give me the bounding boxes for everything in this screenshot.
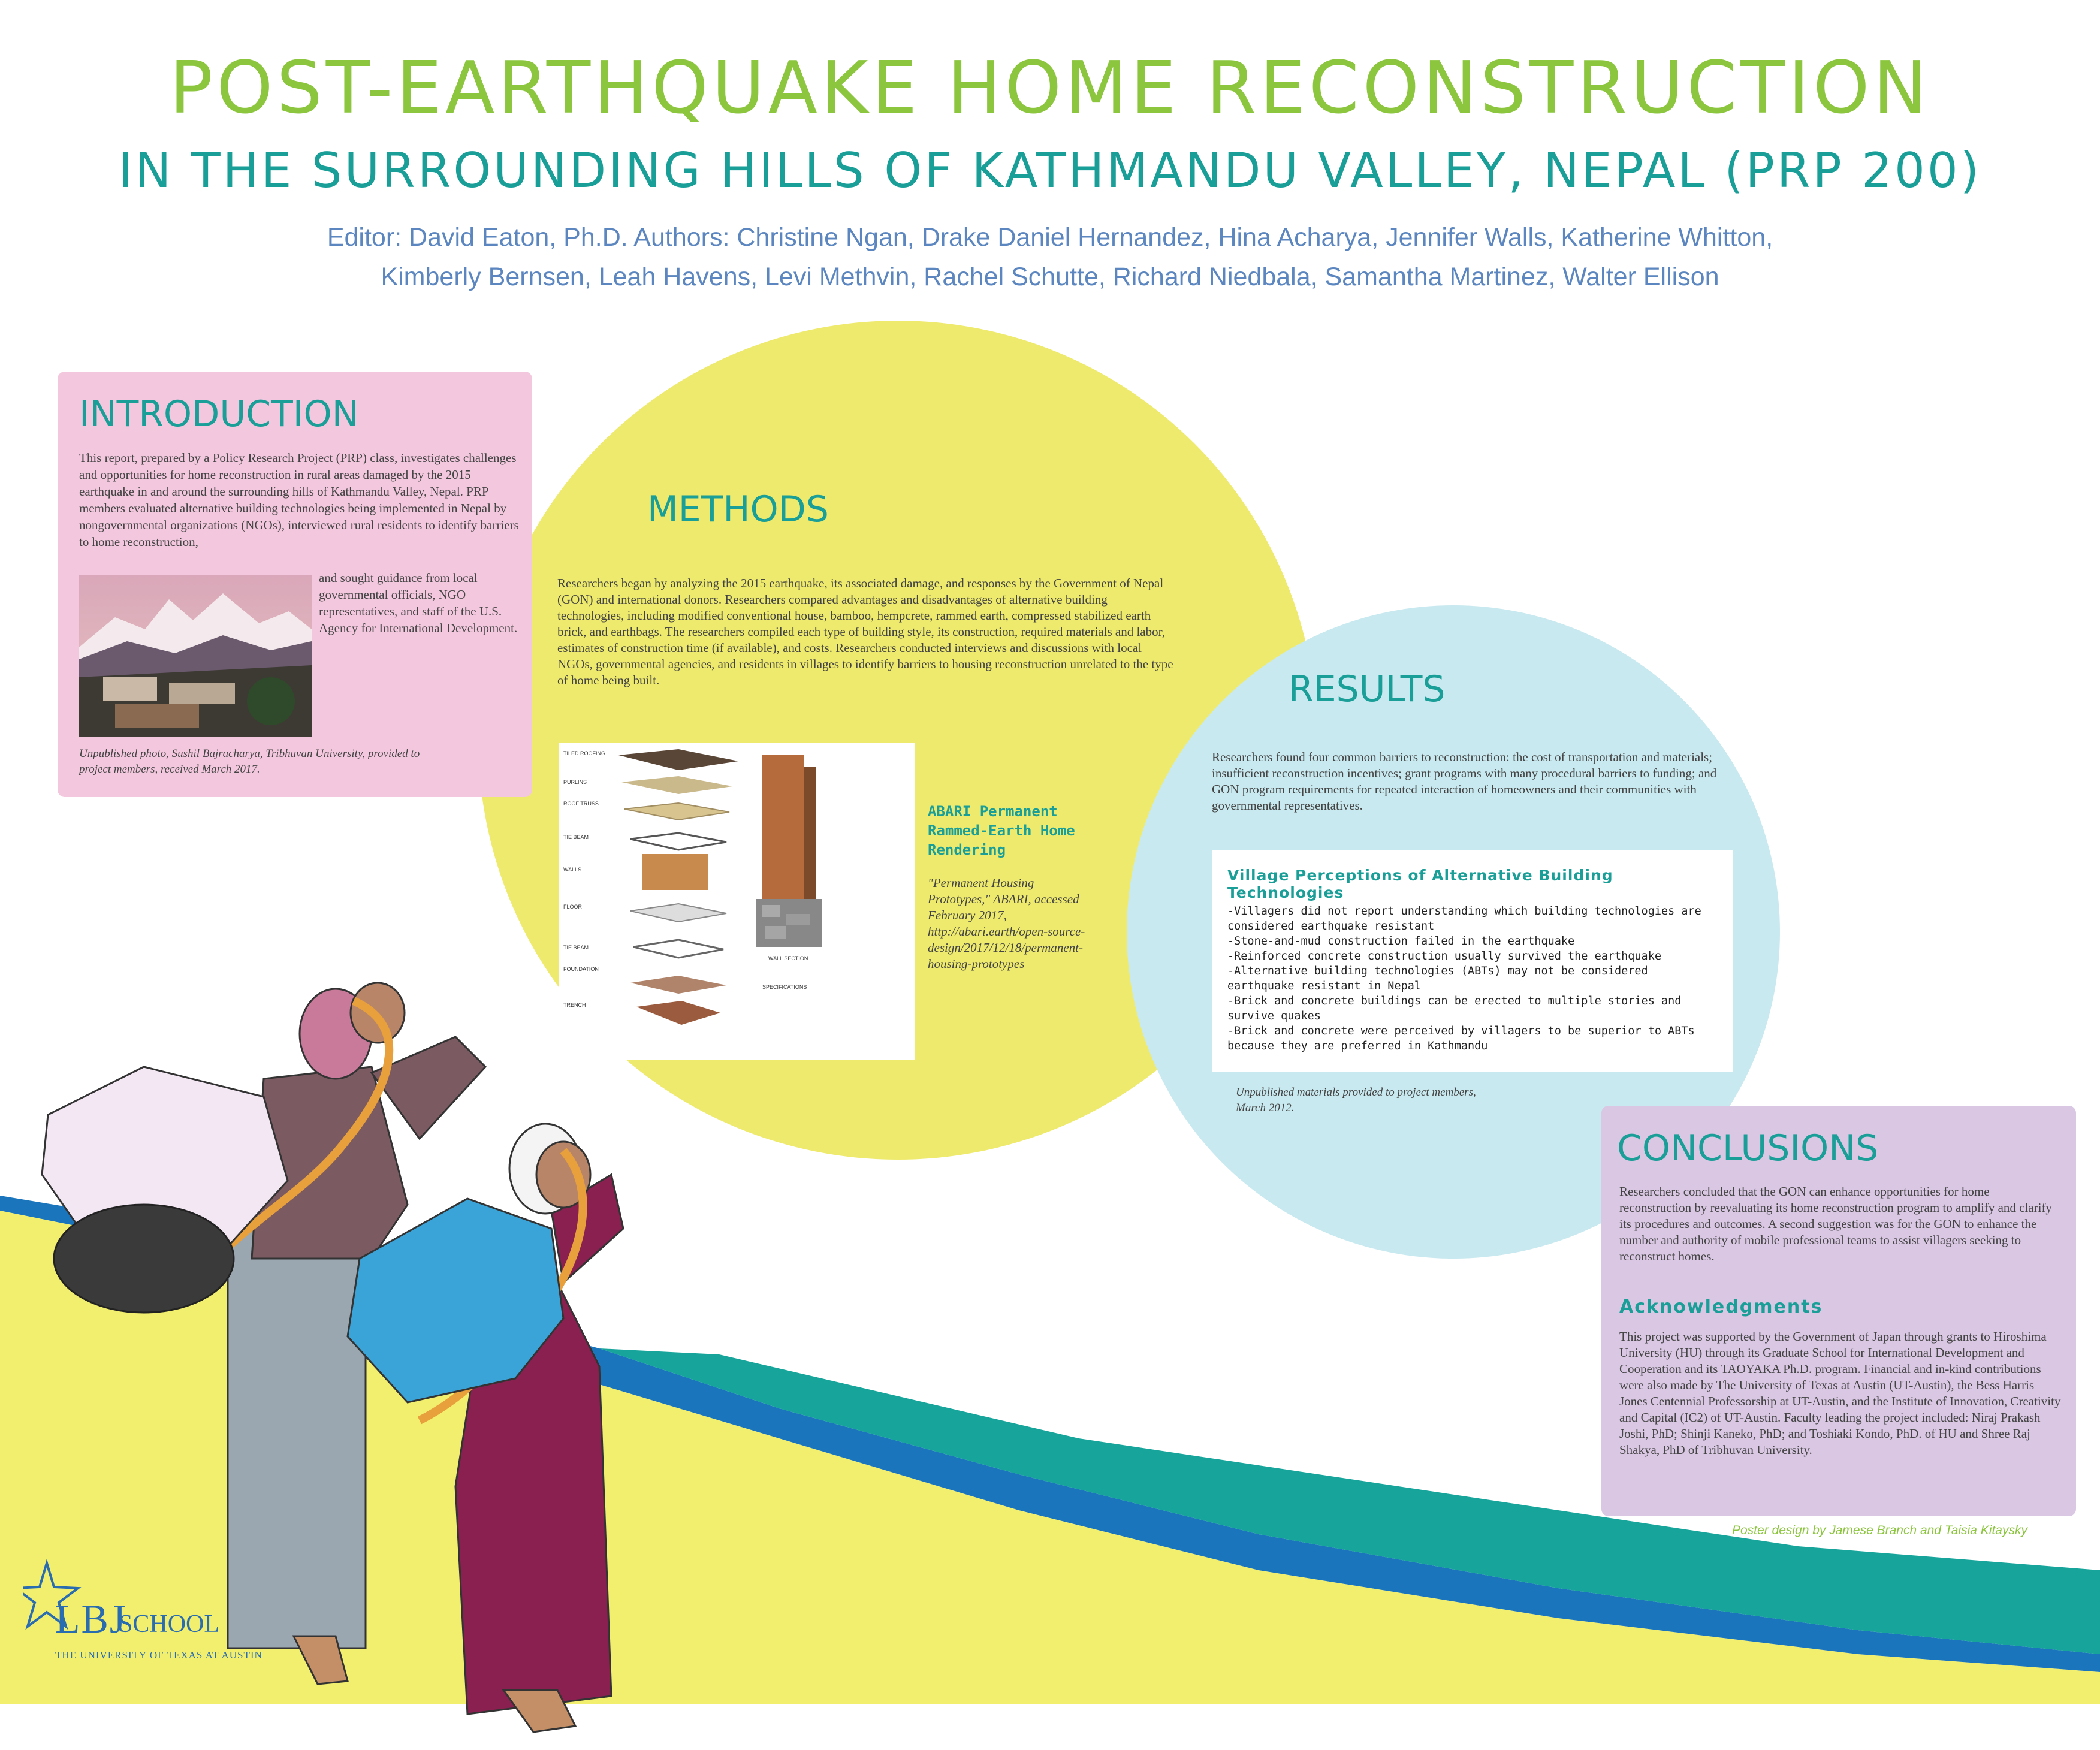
conclusions-heading: CONCLUSIONS	[1617, 1127, 1879, 1169]
introduction-text: This report, prepared by a Policy Research Project (PRP) class, investigates challenges and opportunities for home reconstruction in rural areas damaged by the 2015 earthquake in and around the surrounding hills of Kathmandu Valley, Nepal. PRP members evaluated alternative building technologies being implemented in Nepal by nongovernmental organizations (NGOs), interviewed rural residents to identify barriers to home reconstruction,	[79, 451, 519, 549]
methods-heading: METHODS	[647, 488, 829, 530]
diagram-label: TRENCH	[563, 1002, 586, 1008]
introduction-heading: INTRODUCTION	[79, 393, 359, 435]
list-item: -Brick and concrete buildings can be erected to multiple stories and survive quakes	[1227, 995, 1682, 1022]
village-perceptions-box	[1212, 850, 1733, 1072]
introduction-panel	[58, 372, 532, 797]
poster-subtitle: IN THE SURROUNDING HILLS OF KATHMANDU VALLEY, NEPAL (PRP 200)	[118, 143, 1982, 198]
village-perceptions-title: Village Perceptions of Alternative Building Technologies	[1227, 867, 1613, 901]
conclusions-text: Researchers concluded that the GON can enhance opportunities for home reconstruction by reevaluating its home reconstruction program to amplify and clarify its procedures and outcomes. A second suggestion was for the GON to enhance the number and authority of mobile professional teams to assist villagers seeking to reconstruct homes.	[1619, 1184, 2052, 1263]
list-item: -Brick and concrete were perceived by villagers to be superior to ABTs because they are preferred in Kathmandu	[1227, 1025, 1695, 1052]
diagram-label: PURLINS	[563, 779, 587, 785]
acknowledgments-text: This project was supported by the Government of Japan through grants to Hiroshima University (HU) through its Graduate School for International Development and Cooperation and its TAOYAKA Ph.D. program. Financial and in-kind contributions were also made by The University of Texas at Austin (UT-Austin), the Bess Harris Jones Centennial Professorship at UT-Austin, and the Institute of Innovation, Creativity and Capital (IC2) of UT-Austin. Faculty leading the project included: Niraj Prakash Joshi, PhD; Shinji Kaneko, PhD; and Toshiaki Kondo, PhD. of HU and Shree Raj Shakya, PhD of Tribhuvan University.	[1619, 1329, 2061, 1457]
conclusions-panel	[1601, 1106, 2076, 1516]
introduction-text-continued: and sought guidance from local governmental officials, NGO representatives, and staff of the U.S. Agency for International Development.	[319, 571, 518, 635]
diagram-label: FOUNDATION	[563, 966, 599, 972]
village-perceptions-list	[1227, 904, 1719, 1054]
mountain-village-photo	[79, 575, 312, 737]
diagram-label: FLOOR	[563, 904, 583, 910]
logo-lbj-text: LBJ	[55, 1596, 127, 1642]
diagram-label: WALL SECTION	[768, 955, 808, 961]
authors-line-1: Editor: David Eaton, Ph.D. Authors: Christine Ngan, Drake Daniel Hernandez, Hina Acharya, Jennifer Walls, Katherine Whitton,	[327, 223, 1773, 252]
authors-line-2: Kimberly Bernsen, Leah Havens, Levi Methvin, Rachel Schutte, Richard Niedbala, Samantha Martinez, Walter Ellison	[381, 262, 1719, 291]
diagram-label: ROOF TRUSS	[563, 801, 599, 807]
diagram-label: TIE BEAM	[563, 945, 589, 951]
methods-figure-source: "Permanent Housing Prototypes," ABARI, accessed February 2017, http://abari.earth/open-source-design/2017/12/18/permanent-housing-prototypes	[928, 876, 1085, 971]
results-text: Researchers found four common barriers to reconstruction: the cost of transportation and materials; insufficient reconstruction incentives; grant programs with many procedural barriers to funding; and GON program requirements for repeated interaction of homeowners and their communities with governmental representatives.	[1212, 750, 1717, 813]
list-item: -Alternative building technologies (ABTs) may not be considered earthquake resistant in Nepal	[1227, 965, 1648, 992]
logo-school-text: SCHOOL	[119, 1610, 220, 1638]
list-item: -Reinforced concrete construction usually survived the earthquake	[1227, 950, 1661, 962]
poster-design-credit: Poster design by Jamese Branch and Taisia Kitaysky	[1732, 1523, 2027, 1537]
logo-university-text: THE UNIVERSITY OF TEXAS AT AUSTIN	[55, 1649, 262, 1661]
list-item: -Villagers did not report understanding which building technologies are considered earthquake resistant	[1227, 905, 1701, 933]
poster-title: POST-EARTHQUAKE HOME RECONSTRUCTION	[169, 47, 1931, 130]
methods-text: Researchers began by analyzing the 2015 earthquake, its associated damage, and responses by the Government of Nepal (GON) and international donors. Researchers compared advantages and disadvantages of alternative building technologies, including modified conventional house, bamboo, hempcrete, rammed earth, compressed stabilized earth brick, and earthbags. The researchers compiled each type of building style, its construction, required materials and labor, estimates of construction time (if available), and costs. Researchers conducted interviews and discussions with local NGOs, governmental agencies, and residents in villages to identify barriers to housing reconstruction unrelated to the type of home being built.	[557, 576, 1173, 687]
diagram-label: TIE BEAM	[563, 834, 589, 840]
diagram-label: TILED ROOFING	[563, 750, 606, 756]
introduction-photo-caption: Unpublished photo, Sushil Bajracharya, Tribhuvan University, provided to project members, received March 2017.	[79, 747, 420, 776]
list-item: -Stone-and-mud construction failed in the earthquake	[1227, 935, 1575, 948]
diagram-label: SPECIFICATIONS	[762, 984, 807, 990]
methods-figure-title: ABARI Permanent Rammed-Earth Home Rendering	[928, 803, 1075, 858]
acknowledgments-heading: Acknowledgments	[1619, 1296, 1823, 1317]
diagram-label: WALLS	[563, 867, 582, 873]
results-caption: Unpublished materials provided to project members, March 2012.	[1236, 1086, 1476, 1114]
results-heading: RESULTS	[1289, 668, 1446, 710]
